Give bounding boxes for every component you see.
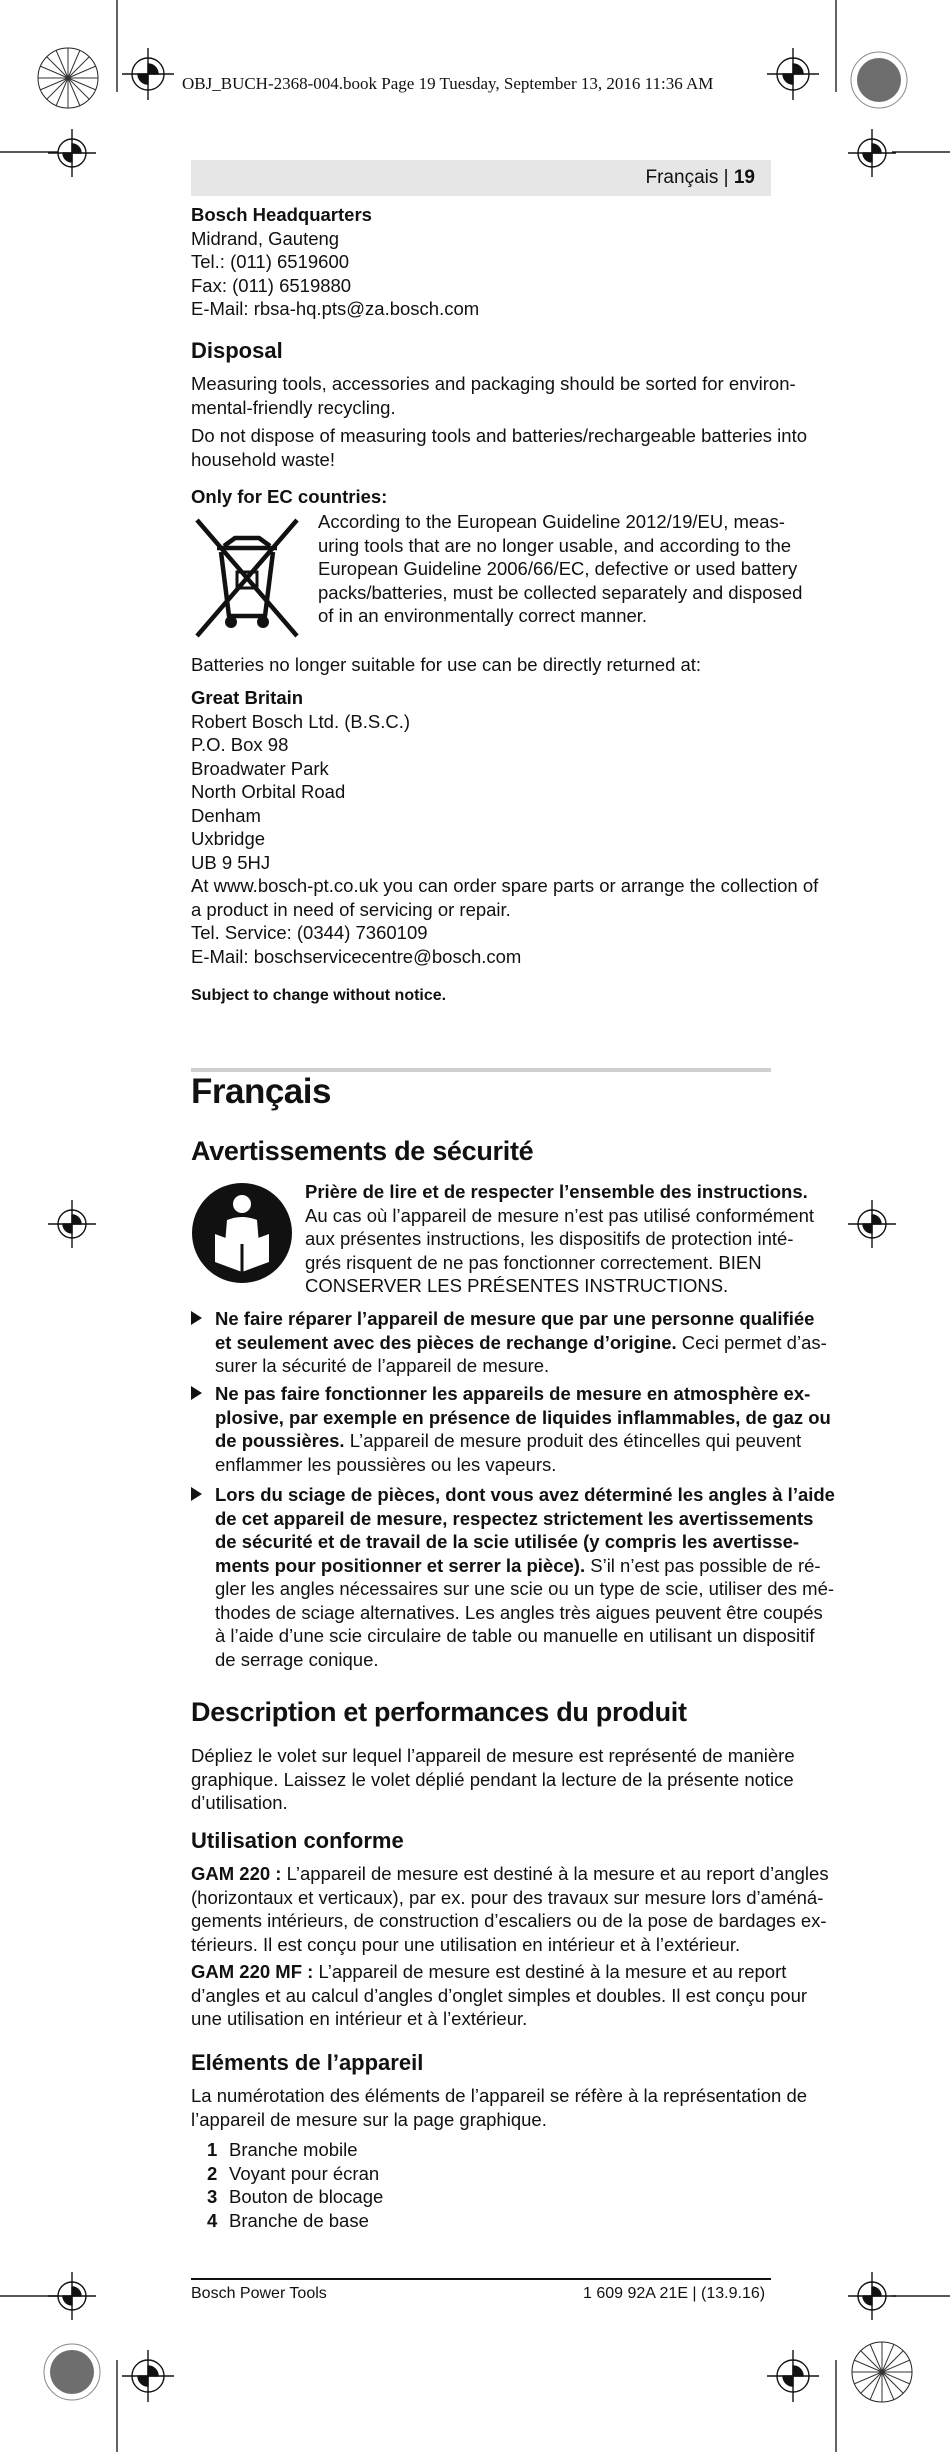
header-separator: | xyxy=(718,167,734,188)
text-line: household waste! xyxy=(191,448,335,470)
description-heading: Description et performances du produit xyxy=(191,1697,687,1727)
intended-use-heading: Utilisation conforme xyxy=(191,1828,404,1853)
page-number: 19 xyxy=(733,167,755,188)
text-regular: L’appareil de mesure produit des étincelles qui peuvent xyxy=(344,1430,802,1451)
disposal-paragraph xyxy=(191,372,796,419)
text-regular: L’appareil de mesure est destiné à la mesure et au report d’angles xyxy=(281,1863,829,1884)
contact-line: At www.bosch-pt.co.uk you can order spare parts or arrange the collection of xyxy=(191,875,819,896)
text-regular: L’appareil de mesure est destiné à la mesure et au report xyxy=(313,1961,787,1982)
disposal-heading: Disposal xyxy=(191,338,283,363)
model-label: GAM 220 MF : xyxy=(191,1961,314,1982)
contact-line: Tel. Service: (0344) 7360109 xyxy=(191,922,428,943)
text-line: La numérotation des éléments de l’appareil se réfère à la représentation de xyxy=(191,2085,808,2106)
battery-return-text: Batteries no longer suitable for use can be directly returned at: xyxy=(191,654,702,675)
model-label: GAM 220 : xyxy=(191,1863,282,1884)
crossed-out-wheelie-bin-icon xyxy=(191,512,303,642)
text-line: packs/batteries, must be collected separately and disposed xyxy=(318,581,803,603)
text-line: Measuring tools, accessories and packaging should be sorted for environ- xyxy=(191,373,796,394)
contact-line: Fax: (011) 6519880 xyxy=(191,274,352,296)
contact-title: Great Britain xyxy=(191,687,304,708)
text-line: grés risquent de ne pas fonctionner correctement. BIEN xyxy=(305,1251,762,1273)
section-title-francais: Français xyxy=(191,1072,331,1111)
text-line: mental-friendly recycling. xyxy=(191,396,396,418)
text-line: aux présentes instructions, les dispositifs de protection inté- xyxy=(305,1228,794,1249)
text-line: Au cas où l’appareil de mesure n’est pas utilisé conformément xyxy=(305,1204,815,1226)
description-paragraph xyxy=(191,1744,795,1815)
text-line: une utilisation en intérieur et à l’extérieur. xyxy=(191,2008,528,2029)
contact-line: UB 9 5HJ xyxy=(191,851,271,873)
list-item xyxy=(207,2162,767,2186)
ec-directive-text xyxy=(318,510,803,628)
text-bold: de poussières. xyxy=(215,1430,345,1451)
safety-bullet xyxy=(191,1483,835,1671)
page-header xyxy=(191,160,771,196)
safety-heading: Avertissements de sécurité xyxy=(191,1136,534,1166)
contact-line: Tel.: (011) 6519600 xyxy=(191,251,350,272)
text-line: gler les angles nécessaires sur une scie ou un type de scie, utiliser des mé- xyxy=(215,1578,835,1599)
disposal-paragraph xyxy=(191,424,808,471)
text-line: Dépliez le volet sur lequel l’appareil de mesure est représenté de manière xyxy=(191,1745,795,1766)
item-number: 2 xyxy=(207,2162,218,2184)
text-line: of in an environmentally correct manner. xyxy=(318,605,648,626)
item-label: Branche de base xyxy=(229,2209,369,2231)
gam220mf-paragraph xyxy=(191,1960,808,2031)
bullet-triangle-icon xyxy=(191,1487,202,1501)
contact-line: Denham xyxy=(191,804,261,826)
item-number: 3 xyxy=(207,2186,218,2207)
item-label: Bouton de blocage xyxy=(229,2186,384,2207)
components-heading: Eléments de l’appareil xyxy=(191,2050,424,2075)
contact-line: Uxbridge xyxy=(191,828,266,849)
ec-countries-heading: Only for EC countries: xyxy=(191,486,388,507)
text-line: Lors du sciage de pièces, dont vous avez déterminé les angles à l’aide xyxy=(215,1484,835,1505)
footer-rule xyxy=(191,2278,771,2280)
item-label: Voyant pour écran xyxy=(229,2162,380,2184)
read-manual-icon xyxy=(191,1182,293,1284)
page-header-label xyxy=(646,167,756,189)
safety-intro xyxy=(305,1180,815,1298)
components-list xyxy=(207,2138,767,2232)
text-line: de serrage conique. xyxy=(215,1648,379,1670)
list-item xyxy=(207,2209,767,2233)
text-line: surer la sécurité de l’appareil de mesure. xyxy=(215,1355,550,1376)
safety-bullet xyxy=(191,1307,827,1378)
text-regular: Ceci permet d’as- xyxy=(676,1331,827,1353)
contact-line: E-Mail: boschservicecentre@bosch.com xyxy=(191,945,522,967)
text-bold: ments pour positionner et serrer la pièce). xyxy=(215,1554,586,1576)
contact-line: a product in need of servicing or repair. xyxy=(191,898,511,920)
text-regular: S’il n’est pas possible de ré- xyxy=(585,1554,821,1576)
text-line: enflammer les poussières ou les vapeurs. xyxy=(215,1453,557,1475)
item-number: 4 xyxy=(207,2209,218,2231)
text-line: According to the European Guideline 2012/19/EU, meas- xyxy=(318,511,785,532)
intro-bold: Prière de lire et de respecter l’ensemble des instructions. xyxy=(305,1181,808,1202)
text-line: de cet appareil de mesure, respectez strictement les avertissements xyxy=(215,1507,814,1529)
text-line: l’appareil de mesure sur la page graphique. xyxy=(191,2108,547,2130)
bullet-triangle-icon xyxy=(191,1386,202,1400)
text-bold: et seulement avec des pièces de rechange d’origine. xyxy=(215,1331,677,1353)
safety-bullet xyxy=(191,1382,831,1476)
item-number: 1 xyxy=(207,2139,218,2160)
text-line: graphique. Laissez le volet déplié pendant la lecture de la présente notice xyxy=(191,1768,794,1790)
text-line: térieurs. Il est conçu pour une utilisation en intérieur et à l’extérieur. xyxy=(191,1933,741,1955)
text-line: Do not dispose of measuring tools and batteries/rechargeable batteries into xyxy=(191,425,808,446)
text-line: (horizontaux et verticaux), par ex. pour des travaux sur mesure lors d’améná- xyxy=(191,1886,824,1908)
change-notice: Subject to change without notice. xyxy=(191,987,447,1004)
contact-line: P.O. Box 98 xyxy=(191,734,289,755)
text-line: plosive, par exemple en présence de liquides inflammables, de gaz ou xyxy=(215,1406,831,1428)
text-line: d’utilisation. xyxy=(191,1792,288,1813)
text-line: uring tools that are no longer usable, and according to the xyxy=(318,534,792,556)
contact-line: E-Mail: rbsa-hq.pts@za.bosch.com xyxy=(191,298,480,319)
list-item xyxy=(207,2185,767,2209)
components-paragraph xyxy=(191,2084,808,2131)
contact-line: Robert Bosch Ltd. (B.S.C.) xyxy=(191,710,411,732)
list-item xyxy=(207,2138,767,2162)
gam220-paragraph xyxy=(191,1862,829,1956)
text-line: de sécurité et de travail de la scie utilisée (y compris les avertisse- xyxy=(215,1531,800,1552)
bullet-triangle-icon xyxy=(191,1311,202,1325)
contact-title: Bosch Headquarters xyxy=(191,204,372,225)
text-line: Ne faire réparer l’appareil de mesure que par une personne qualifiée xyxy=(215,1308,815,1329)
contact-great-britain xyxy=(191,686,819,968)
footer-docnumber: 1 609 92A 21E | (13.9.16) xyxy=(583,2285,766,2302)
item-label: Branche mobile xyxy=(229,2139,358,2160)
contact-line: Broadwater Park xyxy=(191,757,329,779)
text-line: CONSERVER LES PRÉSENTES INSTRUCTIONS. xyxy=(305,1275,729,1296)
text-line: thodes de sciage alternatives. Les angles très aigues peuvent être coupés xyxy=(215,1601,823,1623)
contact-south-africa xyxy=(191,203,771,321)
contact-line: Midrand, Gauteng xyxy=(191,227,340,249)
text-line: gements intérieurs, de construction d’escaliers ou de la pose de bardages ex- xyxy=(191,1910,827,1931)
contact-line: North Orbital Road xyxy=(191,781,346,802)
print-slug: OBJ_BUCH-2368-004.book Page 19 Tuesday, September 13, 2016 11:36 AM xyxy=(182,74,714,93)
text-line: European Guideline 2006/66/EC, defective or used battery xyxy=(318,558,798,579)
header-language: Français xyxy=(645,167,719,188)
text-line: Ne pas faire fonctionner les appareils de mesure en atmosphère ex- xyxy=(215,1383,811,1404)
text-line: d’angles et au calcul d’angles d’onglet simples et doubles. Il est conçu pour xyxy=(191,1984,808,2006)
footer-brand: Bosch Power Tools xyxy=(191,2285,327,2302)
text-line: à l’aide d’une scie circulaire de table ou manuelle en utilisant un dispositif xyxy=(215,1625,815,1646)
